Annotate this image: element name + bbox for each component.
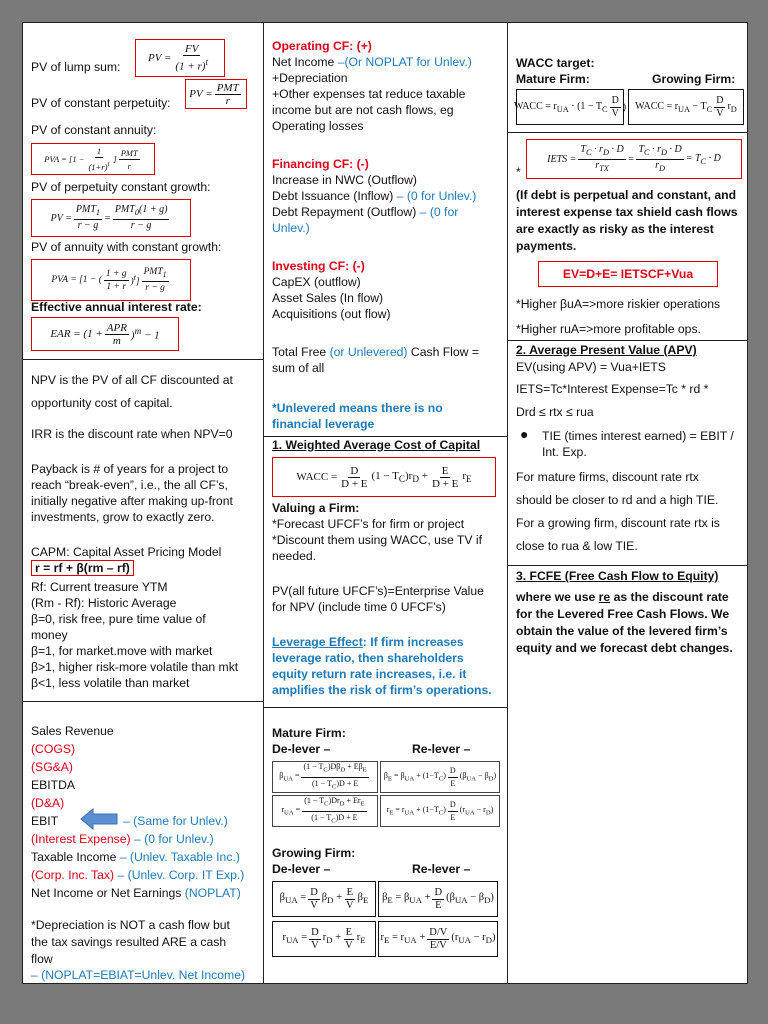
investing-line: Acquisitions (out flow) [272, 307, 391, 321]
valuing-line: needed. [272, 549, 317, 563]
investing-line: Asset Sales (In flow) [272, 291, 384, 305]
income-ebitda: EBITDA [31, 778, 76, 792]
pv-lump-label: PV of lump sum: [31, 60, 121, 74]
apv-line: EV(using APV) = Vua+IETS [516, 360, 666, 374]
income-net-row [31, 885, 241, 902]
operating-line: Operating losses [272, 119, 364, 133]
investing-line: CapEX (outflow) [272, 275, 361, 289]
growing-r-e-formula: $r_E = r_{UA}$ + $\frac{D/V}{E/V}$ $(r_{UA} - r_D)$ [378, 921, 498, 957]
fcfe-line: equity and we forecast debt changes. [516, 641, 733, 655]
financing-line: Unlev.) [272, 221, 310, 235]
financing-line [272, 204, 458, 221]
valuing-line: *Forecast UFCF’s for firm or project [272, 517, 465, 531]
debt-note-line: interest expense tax shield cash flows [516, 205, 738, 219]
mature-beta-e-formula: $\beta_E = \beta_{UA} + (1-T_C)$ $\frac{D}{E}$ $(\beta_{UA} - \beta_D)$ [380, 761, 500, 793]
total-free-cf-line: sum of all [272, 361, 325, 375]
iets-formula: IETS = $\frac{T_C \cdot r_D \cdot D}{r_{TX}}$ = $\frac{T_C \cdot r_D \cdot D}{r_D}$ = $T_C \cdot D$ [526, 139, 742, 179]
fcfe-line: obtain the value of the levered firm’s [516, 624, 728, 638]
wacc-formula: WACC = $\frac{D}{D + E}$ $(1 - T_C)r_D$ + $\frac{E}{D + E}$ $r_E$ [272, 457, 496, 497]
capm-line: Rf: Current treasure YTM [31, 580, 168, 594]
apv-line: IETS=Tc*Interest Expense=Tc * rd * [516, 382, 709, 396]
leverage-line: equity return rate increases, i.e. it [272, 667, 467, 681]
fcfe-text: where we use [516, 590, 596, 604]
financing-debt-issuance: Debt Issuance (Inflow) [272, 189, 394, 203]
fcfe-line: for the Levered Free Cash Flows. We [516, 607, 730, 621]
divider [23, 359, 263, 360]
income-ebit: EBIT [31, 814, 59, 828]
capm-line: money [31, 628, 68, 642]
divider [508, 132, 748, 133]
pv-growth-perpetuity-formula: PV = $\frac{PMT_1}{r - g}$ = $\frac{PMT_0(1 + g)}{r - g}$ [31, 199, 191, 237]
capm-title: CAPM: Capital Asset Pricing Model [31, 545, 222, 559]
payback-line: initially negative after making up-front [31, 494, 233, 508]
pv-annuity-formula: PVA = [1 − $\frac{1}{(1+r)^t}$ ] $\frac{\text{PMT}}{r}$ [31, 143, 155, 175]
wacc-mature-formula: WACC = $r_{UA} \cdot (1 - T_C$ $\frac{D}{V}$ ) [516, 89, 624, 125]
payback-line: Payback is # of years for a project to [31, 462, 229, 476]
financing-note: – (0 for [419, 205, 459, 219]
apv-title-text: 2. Average Present Value (APV) [516, 343, 697, 357]
operating-cf-title: Operating CF: (+) [272, 39, 372, 53]
growing-discount-line: close to rua & low TIE. [516, 539, 638, 553]
operating-line-1 [272, 54, 472, 71]
financing-note: – (0 for Unlev.) [396, 189, 477, 203]
mature-firm-label: Mature Firm: [516, 72, 590, 86]
bullet-icon: ● [520, 426, 529, 442]
op-noplat-note: –(Or NOPLAT for Unlev.) [337, 55, 472, 69]
debt-note-line: payments. [516, 239, 577, 253]
mature-r-e-formula: $r_E = r_{UA} + (1-T_C)$ $\frac{D}{E}$ $(r_{UA} - r_D)$ [380, 795, 500, 827]
tie-line: Int. Exp. [542, 445, 587, 459]
cheat-sheet-page [22, 22, 748, 984]
income-cogs: (COGS) [31, 742, 76, 756]
income-taxable-row [31, 849, 240, 866]
growing-beta-e-formula: $\beta_E = \beta_{UA}$ + $\frac{D}{E}$ $(\beta_{UA} - \beta_D)$ [378, 881, 498, 917]
divider [508, 565, 748, 566]
leverage-line [272, 634, 464, 651]
financing-cf-title: Financing CF: (-) [272, 157, 369, 171]
fcfe-title [516, 568, 718, 585]
higher-beta-note: *Higher βuA=>more riskier operations [516, 297, 721, 311]
income-da: (D&A) [31, 796, 65, 810]
leverage-title: Leverage Effect [272, 635, 363, 649]
tie-line: TIE (times interest earned) = EBIT / [542, 429, 734, 443]
wacc-title-text: 1. Weighted Average Cost of Capital [272, 438, 481, 452]
column-valuation-methods [508, 23, 748, 983]
divider [264, 707, 507, 708]
capm-line: β=1, for market.move with market [31, 644, 213, 658]
pv-perpetuity-label: PV of constant perpetuity: [31, 96, 171, 110]
npv-line: opportunity cost of capital. [31, 396, 173, 410]
capm-line: (Rm - Rf): Historic Average [31, 596, 177, 610]
divider [508, 340, 748, 341]
payback-line: investments, grow to exactly zero. [31, 510, 215, 524]
financing-line [272, 188, 476, 205]
pv-lump-formula: PV = $\frac{FV}{(1 + r)^t}$ [135, 39, 225, 77]
growing-firm-label: Growing Firm: [652, 72, 736, 86]
mature-discount-line: should be closer to rd and a high TIE. [516, 493, 719, 507]
income-tax-note: – (Unlev. Corp. IT Exp.) [117, 868, 245, 882]
dep-note: – (NOPLAT=EBIAT=Unlev. Net Income) [31, 968, 246, 982]
npv-line: NPV is the PV of all CF discounted at [31, 373, 233, 387]
wacc-title [272, 437, 480, 454]
leverage-line: leverage ratio, then shareholders [272, 651, 464, 665]
tfcf-c: Cash Flow = [410, 345, 479, 359]
relever-label: Re-lever – [412, 742, 471, 756]
divider [23, 701, 263, 702]
income-net: Net Income or Net Earnings [31, 886, 182, 900]
tfcf-a: Total Free [272, 345, 327, 359]
mature-firm-title: Mature Firm: [272, 726, 346, 740]
pv-growth-annuity-formula: PVA = [1 − ( $\frac{1 + g}{1 + r}$ )$^t$] $\frac{PMT_1}{r - g}$ [31, 259, 191, 301]
wacc-target-label: WACC target: [516, 56, 595, 70]
growing-firm-title: Growing Firm: [272, 846, 356, 860]
leverage-line: amplifies the risk of firm’s operations. [272, 683, 492, 697]
column-time-value [23, 23, 264, 983]
income-net-note: (NOPLAT) [184, 886, 241, 900]
leverage-text: : If firm increases [362, 635, 464, 649]
irr-line: IRR is the discount rate when NPV=0 [31, 427, 233, 441]
financing-debt-repayment: Debt Repayment (Outflow) [272, 205, 417, 219]
apv-title [516, 342, 697, 359]
ev-formula-box: EV=D+E= IETSCF+Vua [538, 261, 718, 287]
mature-discount-line: For mature firms, discount rate rtx [516, 470, 699, 484]
column-cash-flows [264, 23, 508, 983]
pv-ufcf-line: for NPV (include time 0 UFCF’s) [272, 600, 446, 614]
pv-growth-annuity-label: PV of annuity with constant growth: [31, 240, 222, 254]
pv-ufcf-line: PV(all future UFCF’s)=Enterprise Value [272, 584, 484, 598]
capm-line: β>1, higher risk-more volatile than mkt [31, 660, 239, 674]
fcfe-line [516, 589, 729, 606]
arrow-left-icon [79, 807, 119, 831]
unlevered-note: *Unlevered means there is no [272, 401, 443, 415]
unlevered-note: financial leverage [272, 417, 375, 431]
mature-beta-ua-formula: $\beta_{UA}$ = $\frac{(1 - T_C)D\beta_D + E\beta_E}{(1 - T_C)D + E}$ [272, 761, 378, 793]
delever-label: De-lever – [272, 742, 331, 756]
growing-discount-line: For a growing firm, discount rate rtx is [516, 516, 720, 530]
ear-label: Effective annual interest rate: [31, 300, 202, 314]
mature-r-ua-formula: $r_{UA}$ = $\frac{(1 - T_C)Dr_D + Er_E}{(1 - T_C)D + E}$ [272, 795, 378, 827]
income-sales: Sales Revenue [31, 724, 114, 738]
valuing-title: Valuing a Firm: [272, 501, 360, 515]
capm-line: β<1, less volatile than market [31, 676, 190, 690]
income-tax-row [31, 867, 244, 884]
growing-r-ua-formula: $r_{UA}$ = $\frac{D}{V}$ $r_D$ + $\frac{E}{V}$ $r_E$ [272, 921, 376, 957]
operating-line: income but are not cash flows, eg [272, 103, 454, 117]
operating-line: +Other expenses tat reduce taxable [272, 87, 466, 101]
fcfe-re: re [598, 590, 611, 604]
pv-growth-perpetuity-label: PV of perpetuity constant growth: [31, 180, 211, 194]
total-free-cf-line [272, 344, 479, 361]
fcfe-text: as the discount rate [613, 590, 729, 604]
dep-line: the tax savings resulted ARE a cash [31, 935, 227, 949]
dep-line: flow [31, 952, 53, 966]
fcfe-title-text: 3. FCFE (Free Cash Flow to Equity) [516, 569, 719, 583]
valuing-line: *Discount them using WACC, use TV if [272, 533, 482, 547]
capm-formula: r = rf + β(rm – rf) [31, 560, 134, 576]
tfcf-b: (or Unlevered) [329, 345, 408, 359]
debt-note-line: (If debt is perpetual and constant, and [516, 188, 737, 202]
delever-label: De-lever – [272, 862, 331, 876]
debt-note-line: are exactly as risky as the interest [516, 222, 714, 236]
income-interest-note: – (0 for Unlev.) [133, 832, 214, 846]
income-interest: (Interest Expense) [31, 832, 131, 846]
income-taxable-note: – (Unlev. Taxable Inc.) [119, 850, 240, 864]
higher-r-note: *Higher ruA=>more profitable ops. [516, 322, 701, 336]
investing-cf-title: Investing CF: (-) [272, 259, 365, 273]
growing-beta-ua-formula: $\beta_{UA}$ = $\frac{D}{V}$ $\beta_D$ + $\frac{E}{V}$ $\beta_E$ [272, 881, 376, 917]
relever-label: Re-lever – [412, 862, 471, 876]
capm-line: β=0, risk free, pure time value of [31, 612, 206, 626]
income-ebit-note: – (Same for Unlev.) [123, 814, 228, 828]
operating-line: +Depreciation [272, 71, 348, 85]
ear-formula: EAR = (1 + $\frac{\text{APR}}{m}$ )$^m$ − 1 [31, 317, 179, 351]
dep-line: *Depreciation is NOT a cash flow but [31, 918, 230, 932]
income-taxable: Taxable Income [31, 850, 117, 864]
income-tax: (Corp. Inc. Tax) [31, 868, 115, 882]
op-net-income: Net Income [272, 55, 335, 69]
financing-line: Increase in NWC (Outflow) [272, 173, 417, 187]
payback-line: reach “break-even”, i.e., the all CF’s, [31, 478, 228, 492]
income-sga: (SG&A) [31, 760, 73, 774]
iets-star: * [516, 165, 521, 179]
apv-line: Drd ≤ rtx ≤ rua [516, 405, 594, 419]
pv-perpetuity-formula: PV = $\frac{\text{PMT}}{r}$ [185, 79, 247, 109]
wacc-growing-formula: WACC = $r_{UA} - T_C$ $\frac{D}{V}$ $r_D$ [628, 89, 744, 125]
pv-annuity-label: PV of constant annuity: [31, 123, 157, 137]
income-interest-row [31, 831, 214, 848]
